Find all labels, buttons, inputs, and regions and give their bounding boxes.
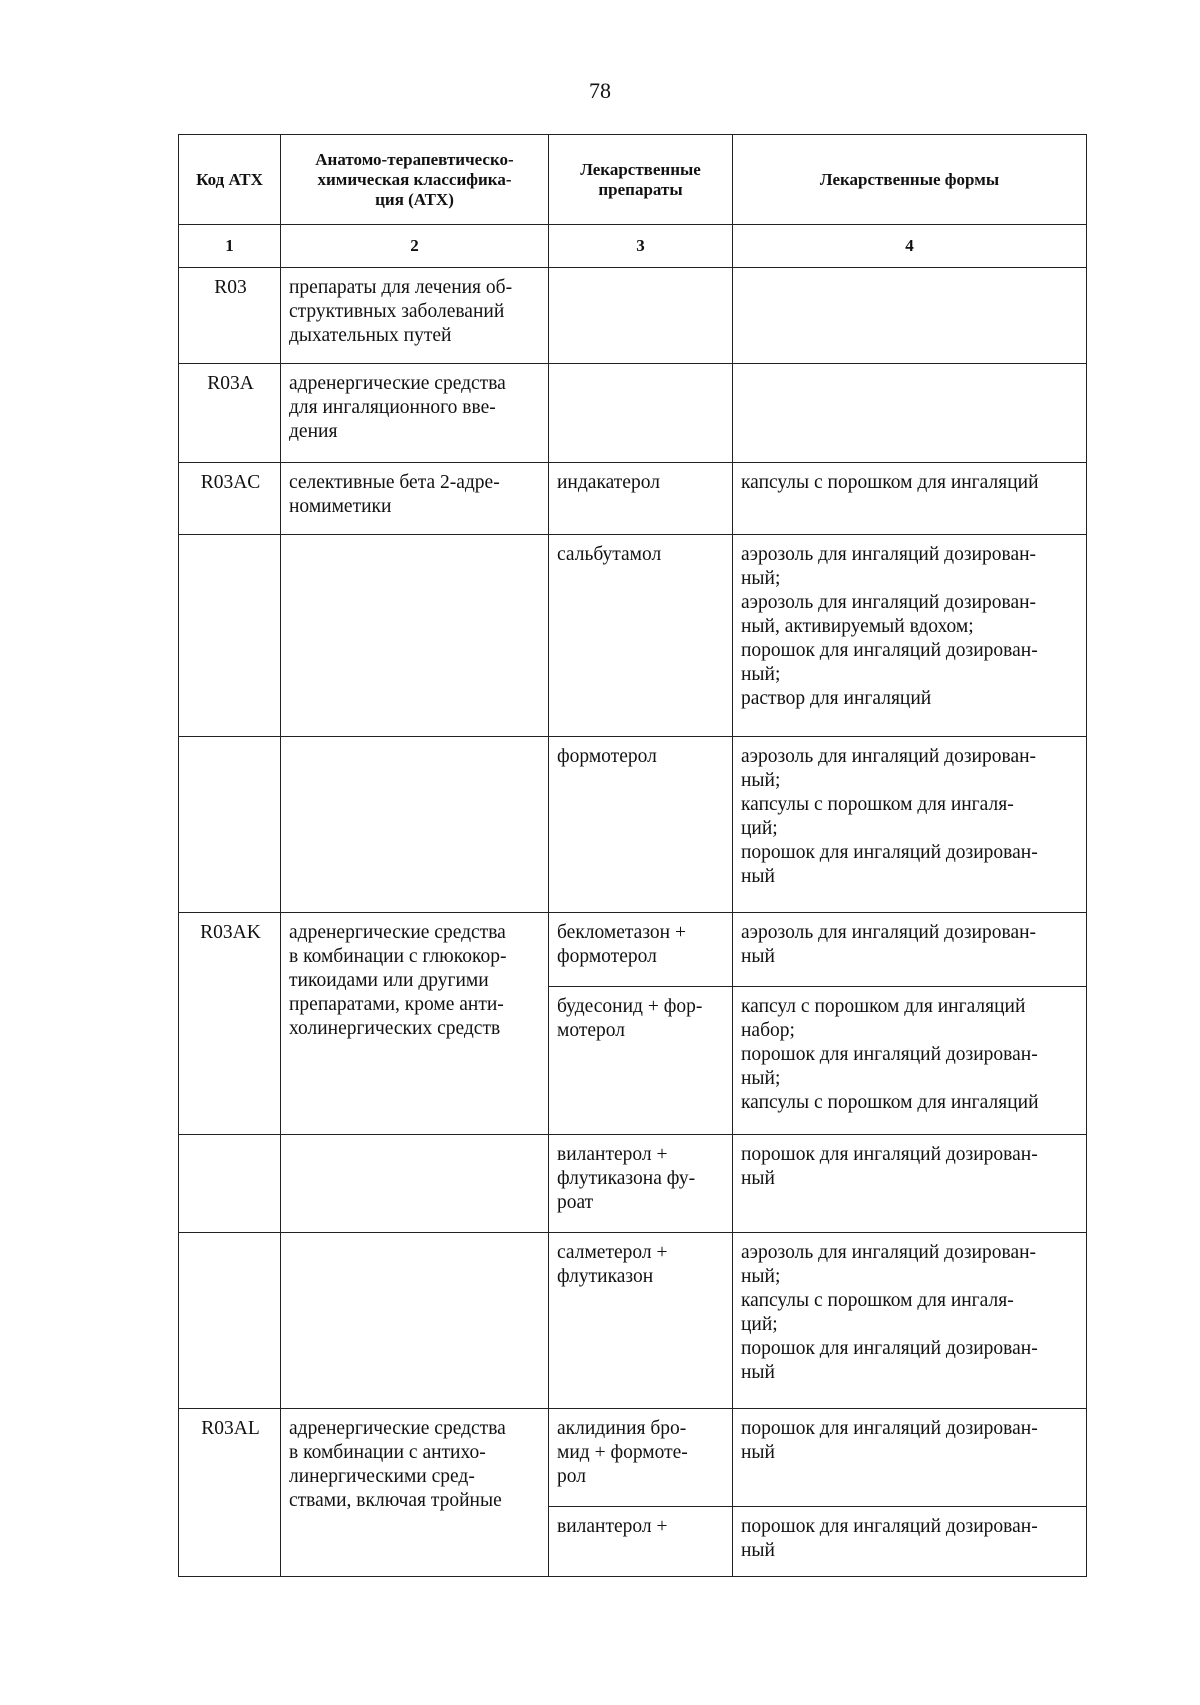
atc-code-cell: R03A [179, 364, 281, 463]
drug-cell: салметерол + флутиказон [549, 1233, 733, 1409]
page-number: 78 [589, 78, 611, 103]
classification-cell [281, 1233, 549, 1409]
header-dosage-forms: Лекарственные формы [733, 135, 1087, 225]
classification-cell [281, 1135, 549, 1233]
dosage-forms-cell: аэрозоль для ингаляций дозирован- ный [733, 913, 1087, 987]
classification-cell [281, 737, 549, 913]
classification-cell: адренергические средства в комбинации с глюкокор- тикоидами или другими препаратами, кроме анти- холинергических средств [281, 913, 549, 1135]
column-number: 3 [549, 225, 733, 268]
column-number: 2 [281, 225, 549, 268]
drug-cell: беклометазон + формотерол [549, 913, 733, 987]
drug-cell [549, 268, 733, 364]
table-row [179, 463, 1087, 535]
dosage-forms-cell: порошок для ингаляций дозирован- ный [733, 1409, 1087, 1507]
atc-code-cell: R03AK [179, 913, 281, 1135]
table-row [179, 1409, 1087, 1507]
column-number: 1 [179, 225, 281, 268]
drug-cell: формотерол [549, 737, 733, 913]
header-drugs: Лекарственные препараты [549, 135, 733, 225]
drug-cell: вилантерол + флутиказона фу- роат [549, 1135, 733, 1233]
classification-cell: адренергические средства в комбинации с антихо- линергическими сред- ствами, включая тройные [281, 1409, 549, 1577]
classification-cell: препараты для лечения об- структивных заболеваний дыхательных путей [281, 268, 549, 364]
classification-cell: селективные бета 2-адре- номиметики [281, 463, 549, 535]
drug-cell: аклидиния бро- мид + формоте- рол [549, 1409, 733, 1507]
dosage-forms-cell [733, 364, 1087, 463]
table-row [179, 1233, 1087, 1409]
atc-code-cell [179, 737, 281, 913]
column-number: 4 [733, 225, 1087, 268]
table-row [179, 737, 1087, 913]
dosage-forms-cell: капсул с порошком для ингаляций набор; порошок для ингаляций дозирован- ный; капсулы с порошком для ингаляций [733, 987, 1087, 1135]
dosage-forms-cell: порошок для ингаляций дозирован- ный [733, 1135, 1087, 1233]
drug-cell [549, 364, 733, 463]
atc-drug-table [178, 134, 1087, 1577]
table-row [179, 913, 1087, 987]
atc-code-cell [179, 1135, 281, 1233]
classification-cell [281, 535, 549, 737]
atc-code-cell [179, 1233, 281, 1409]
drug-cell: сальбутамол [549, 535, 733, 737]
drug-cell: вилантерол + [549, 1507, 733, 1577]
dosage-forms-cell: аэрозоль для ингаляций дозирован- ный; капсулы с порошком для ингаля- ций; порошок для ингаляций дозирован- ный [733, 737, 1087, 913]
dosage-forms-cell: капсулы с порошком для ингаляций [733, 463, 1087, 535]
classification-cell: адренергические средства для ингаляционного вве- дения [281, 364, 549, 463]
table-row [179, 364, 1087, 463]
header-atc-code: Код АТХ [179, 135, 281, 225]
dosage-forms-cell: порошок для ингаляций дозирован- ный [733, 1507, 1087, 1577]
atc-code-cell: R03AL [179, 1409, 281, 1577]
table-row [179, 1135, 1087, 1233]
header-atc-classification: Анатомо-терапевтическо- химическая классифика- ция (АТХ) [281, 135, 549, 225]
dosage-forms-cell: аэрозоль для ингаляций дозирован- ный; аэрозоль для ингаляций дозирован- ный, активируемый вдохом; порошок для ингаляций дозирован- ный; раствор для ингаляций [733, 535, 1087, 737]
atc-code-cell: R03 [179, 268, 281, 364]
header-row [179, 135, 1087, 225]
drug-cell: индакатерол [549, 463, 733, 535]
dosage-forms-cell: аэрозоль для ингаляций дозирован- ный; капсулы с порошком для ингаля- ций; порошок для ингаляций дозирован- ный [733, 1233, 1087, 1409]
table-row [179, 535, 1087, 737]
drug-cell: будесонид + фор- мотерол [549, 987, 733, 1135]
column-number-row [179, 225, 1087, 268]
atc-code-cell: R03AC [179, 463, 281, 535]
dosage-forms-cell [733, 268, 1087, 364]
atc-code-cell [179, 535, 281, 737]
table-row [179, 268, 1087, 364]
